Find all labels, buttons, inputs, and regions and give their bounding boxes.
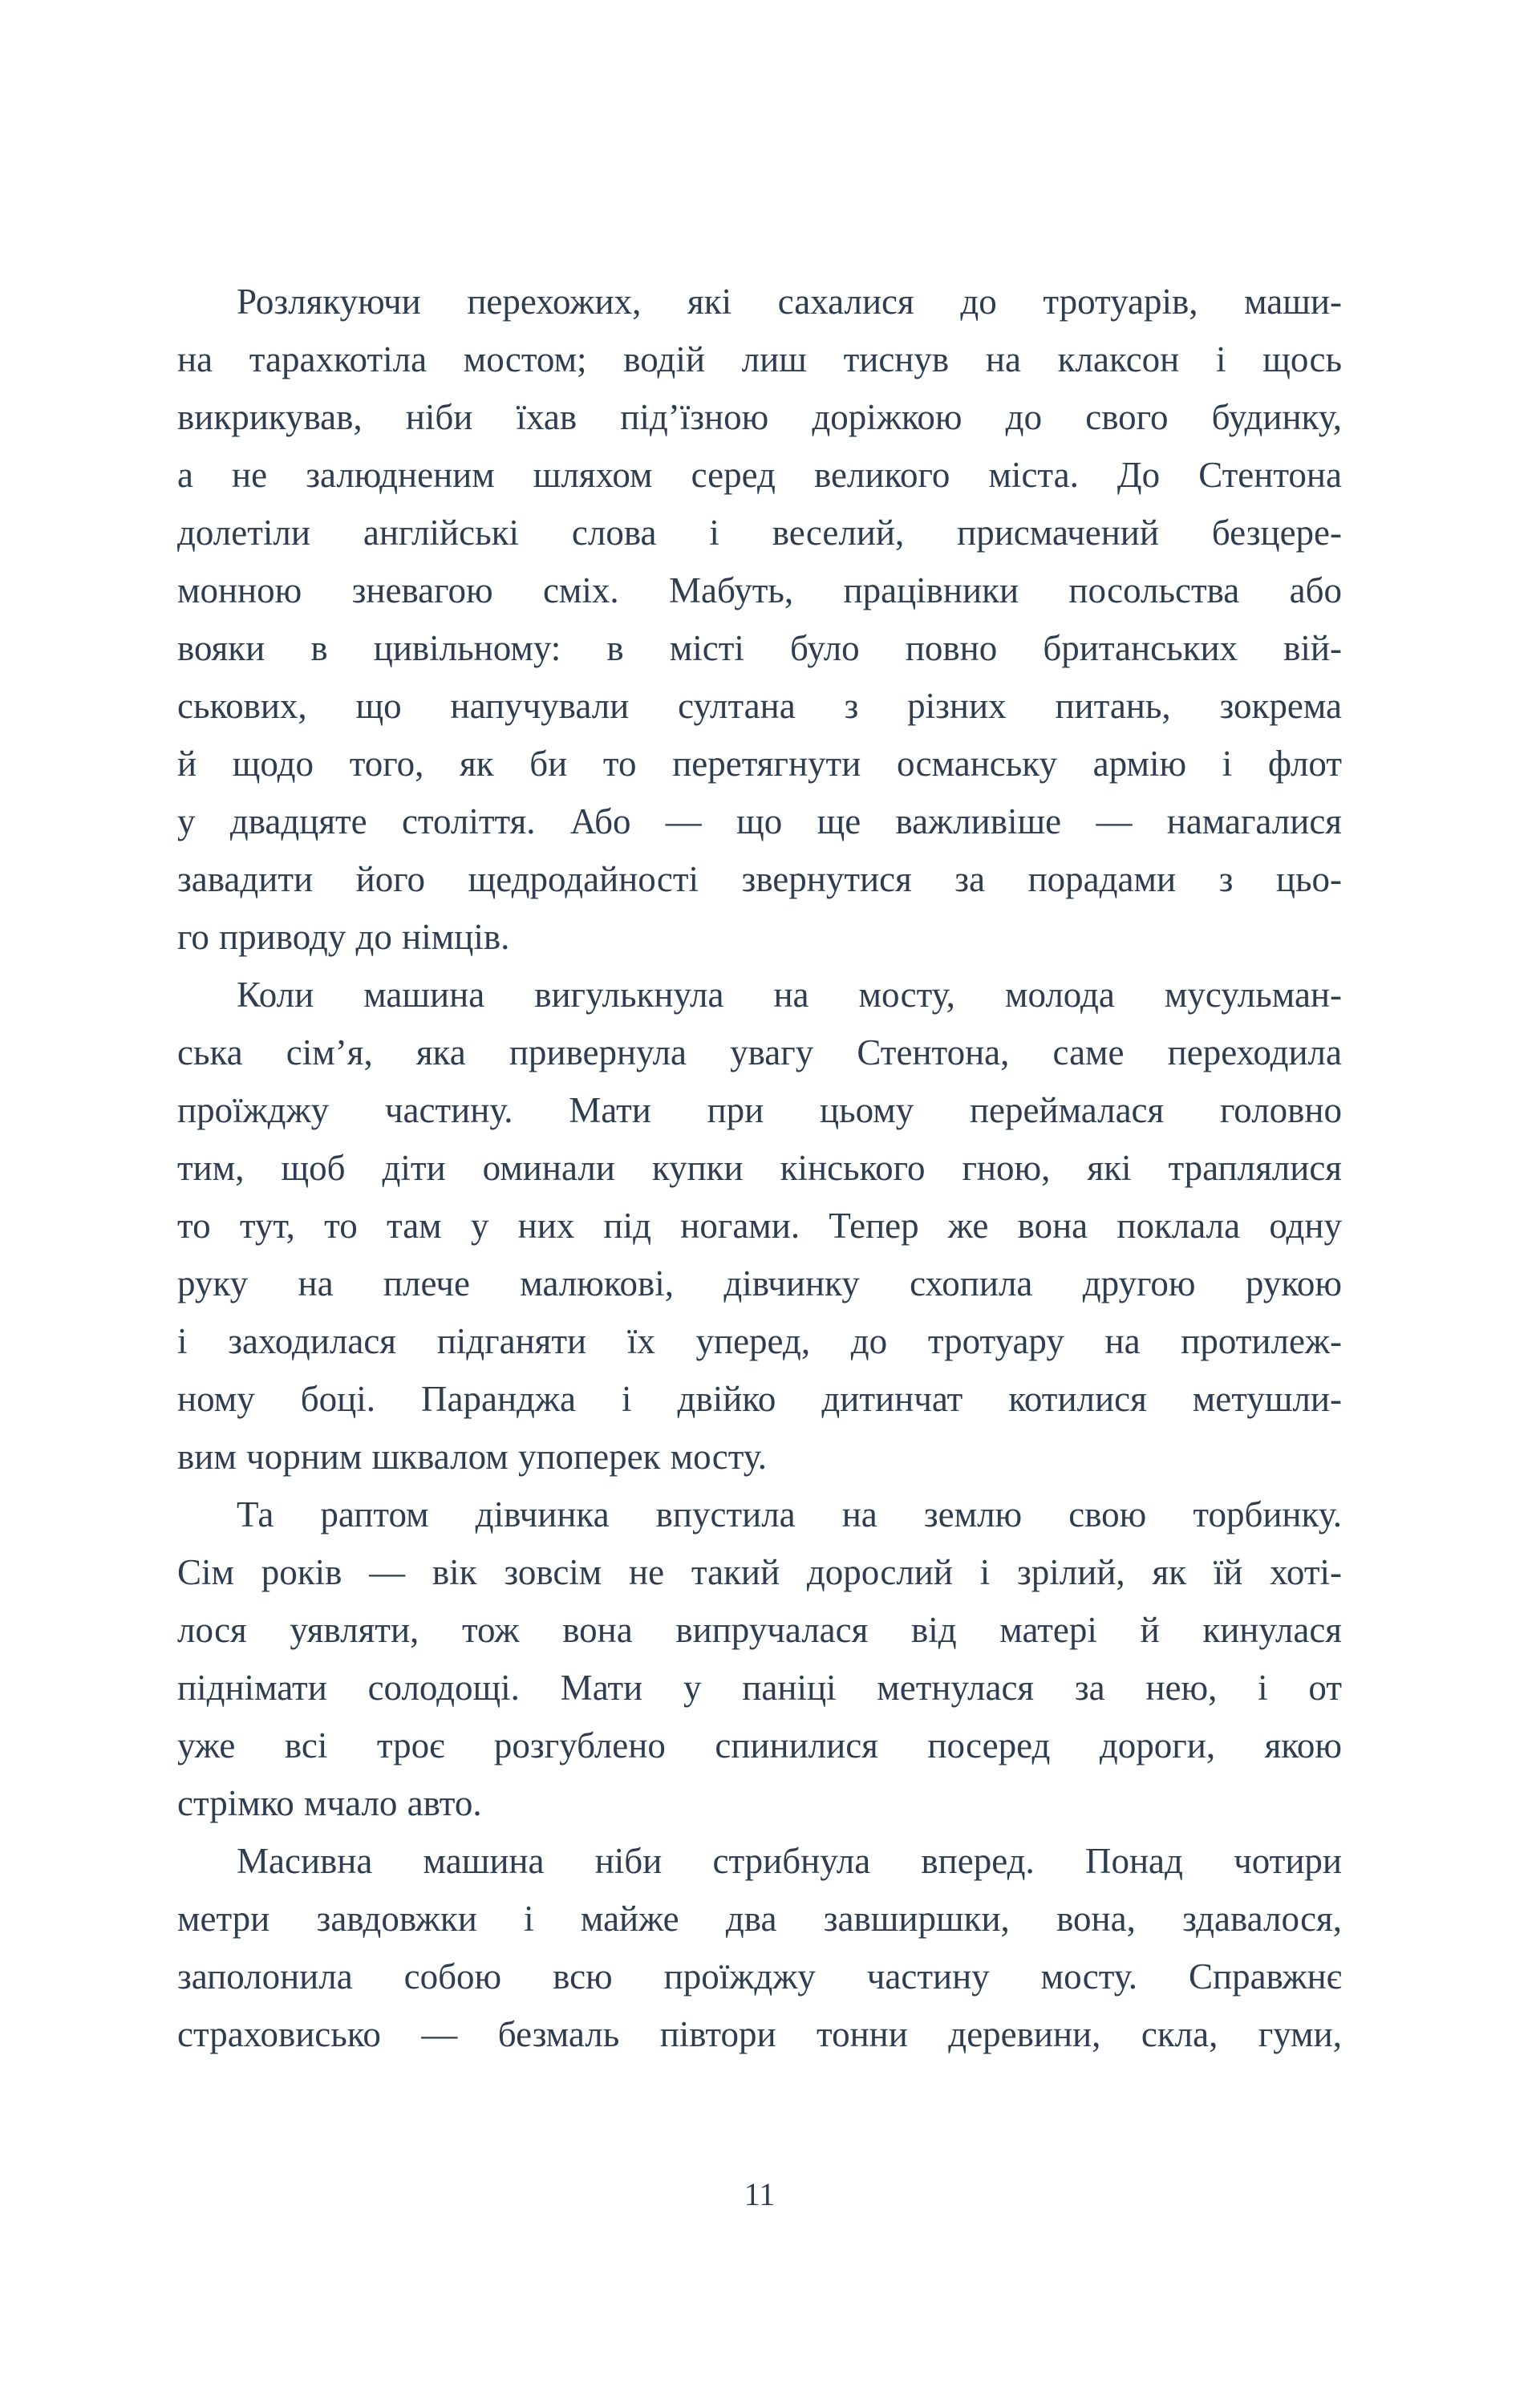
- text-line: страховисько — безмаль півтори тонни деревини, скла, гуми,: [177, 2014, 1342, 2054]
- text-line: проїжджу частину. Мати при цьому переймалася головно: [177, 1090, 1342, 1130]
- text-line: а не залюдненим шляхом серед великого міста. До Стентона: [177, 455, 1342, 495]
- text-line: і заходилася підганяти їх уперед, до тротуару на протилеж-: [177, 1321, 1342, 1361]
- text-line: заполонила собою всю проїжджу частину мосту. Справжнє: [177, 1956, 1342, 1997]
- text-line: ськових, що напучували султана з різних питань, зокрема: [177, 686, 1342, 726]
- text-line: уже всі троє розгублено спинилися посеред дороги, якою: [177, 1725, 1342, 1766]
- text-line: ська сім’я, яка привернула увагу Стентона, саме переходила: [177, 1032, 1342, 1072]
- text-line: вим чорним шквалом упоперек мосту.: [177, 1437, 768, 1477]
- page-number: 11: [744, 2176, 776, 2212]
- text-line: ному боці. Паранджа і двійко дитинчат котилися метушли-: [177, 1379, 1342, 1419]
- text-line: вояки в цивільному: в місті було повно британських вій-: [177, 628, 1342, 668]
- paragraph: [177, 966, 1342, 1486]
- text-line: тим, щоб діти оминали купки кінського гною, які траплялися: [177, 1148, 1342, 1188]
- page-text: [177, 273, 1342, 2063]
- text-line: монною зневагою сміх. Мабуть, працівники посольства або: [177, 570, 1342, 610]
- text-line: й щодо того, як би то перетягнути османську армію і флот: [177, 744, 1342, 784]
- text-line: у двадцяте століття. Або — що ще важливіше — намагалися: [177, 801, 1342, 841]
- text-line: стрімко мчало авто.: [177, 1783, 482, 1823]
- text-line: то тут, то там у них під ногами. Тепер же вона поклала одну: [177, 1206, 1342, 1246]
- text-line: Та раптом дівчинка впустила на землю свою торбинку.: [237, 1494, 1342, 1534]
- text-line: Масивна машина ніби стрибнула вперед. Понад чотири: [237, 1841, 1342, 1881]
- text-line: піднімати солодощі. Мати у паніці метнулася за нею, і от: [177, 1668, 1342, 1708]
- text-line: метри завдовжки і майже два завширшки, вона, здавалося,: [177, 1899, 1342, 1939]
- text-line: лося уявляти, тож вона випручалася від матері й кинулася: [177, 1610, 1342, 1650]
- text-line: Розлякуючи перехожих, які сахалися до тротуарів, маши-: [237, 282, 1342, 322]
- text-line: завадити його щедродайності звернутися за порадами з цьо-: [177, 859, 1342, 899]
- text-line: викрикував, ніби їхав під’їзною доріжкою до свого будинку,: [177, 397, 1342, 437]
- paragraph: [177, 273, 1342, 966]
- text-line: на тарахкотіла мостом; водій лиш тиснув на клаксон і щось: [177, 339, 1342, 379]
- text-line: руку на плече малюкові, дівчинку схопила другою рукою: [177, 1263, 1342, 1303]
- paragraph: [177, 1486, 1342, 1832]
- text-line: го приводу до німців.: [177, 917, 510, 957]
- paragraph: [177, 1832, 1342, 2063]
- text-line: Коли машина вигулькнула на мосту, молода мусульман-: [237, 975, 1342, 1015]
- text-line: Сім років — вік зовсім не такий дорослий і зрілий, як їй хоті-: [177, 1552, 1342, 1592]
- text-line: долетіли англійські слова і веселий, присмачений безцере-: [177, 513, 1342, 553]
